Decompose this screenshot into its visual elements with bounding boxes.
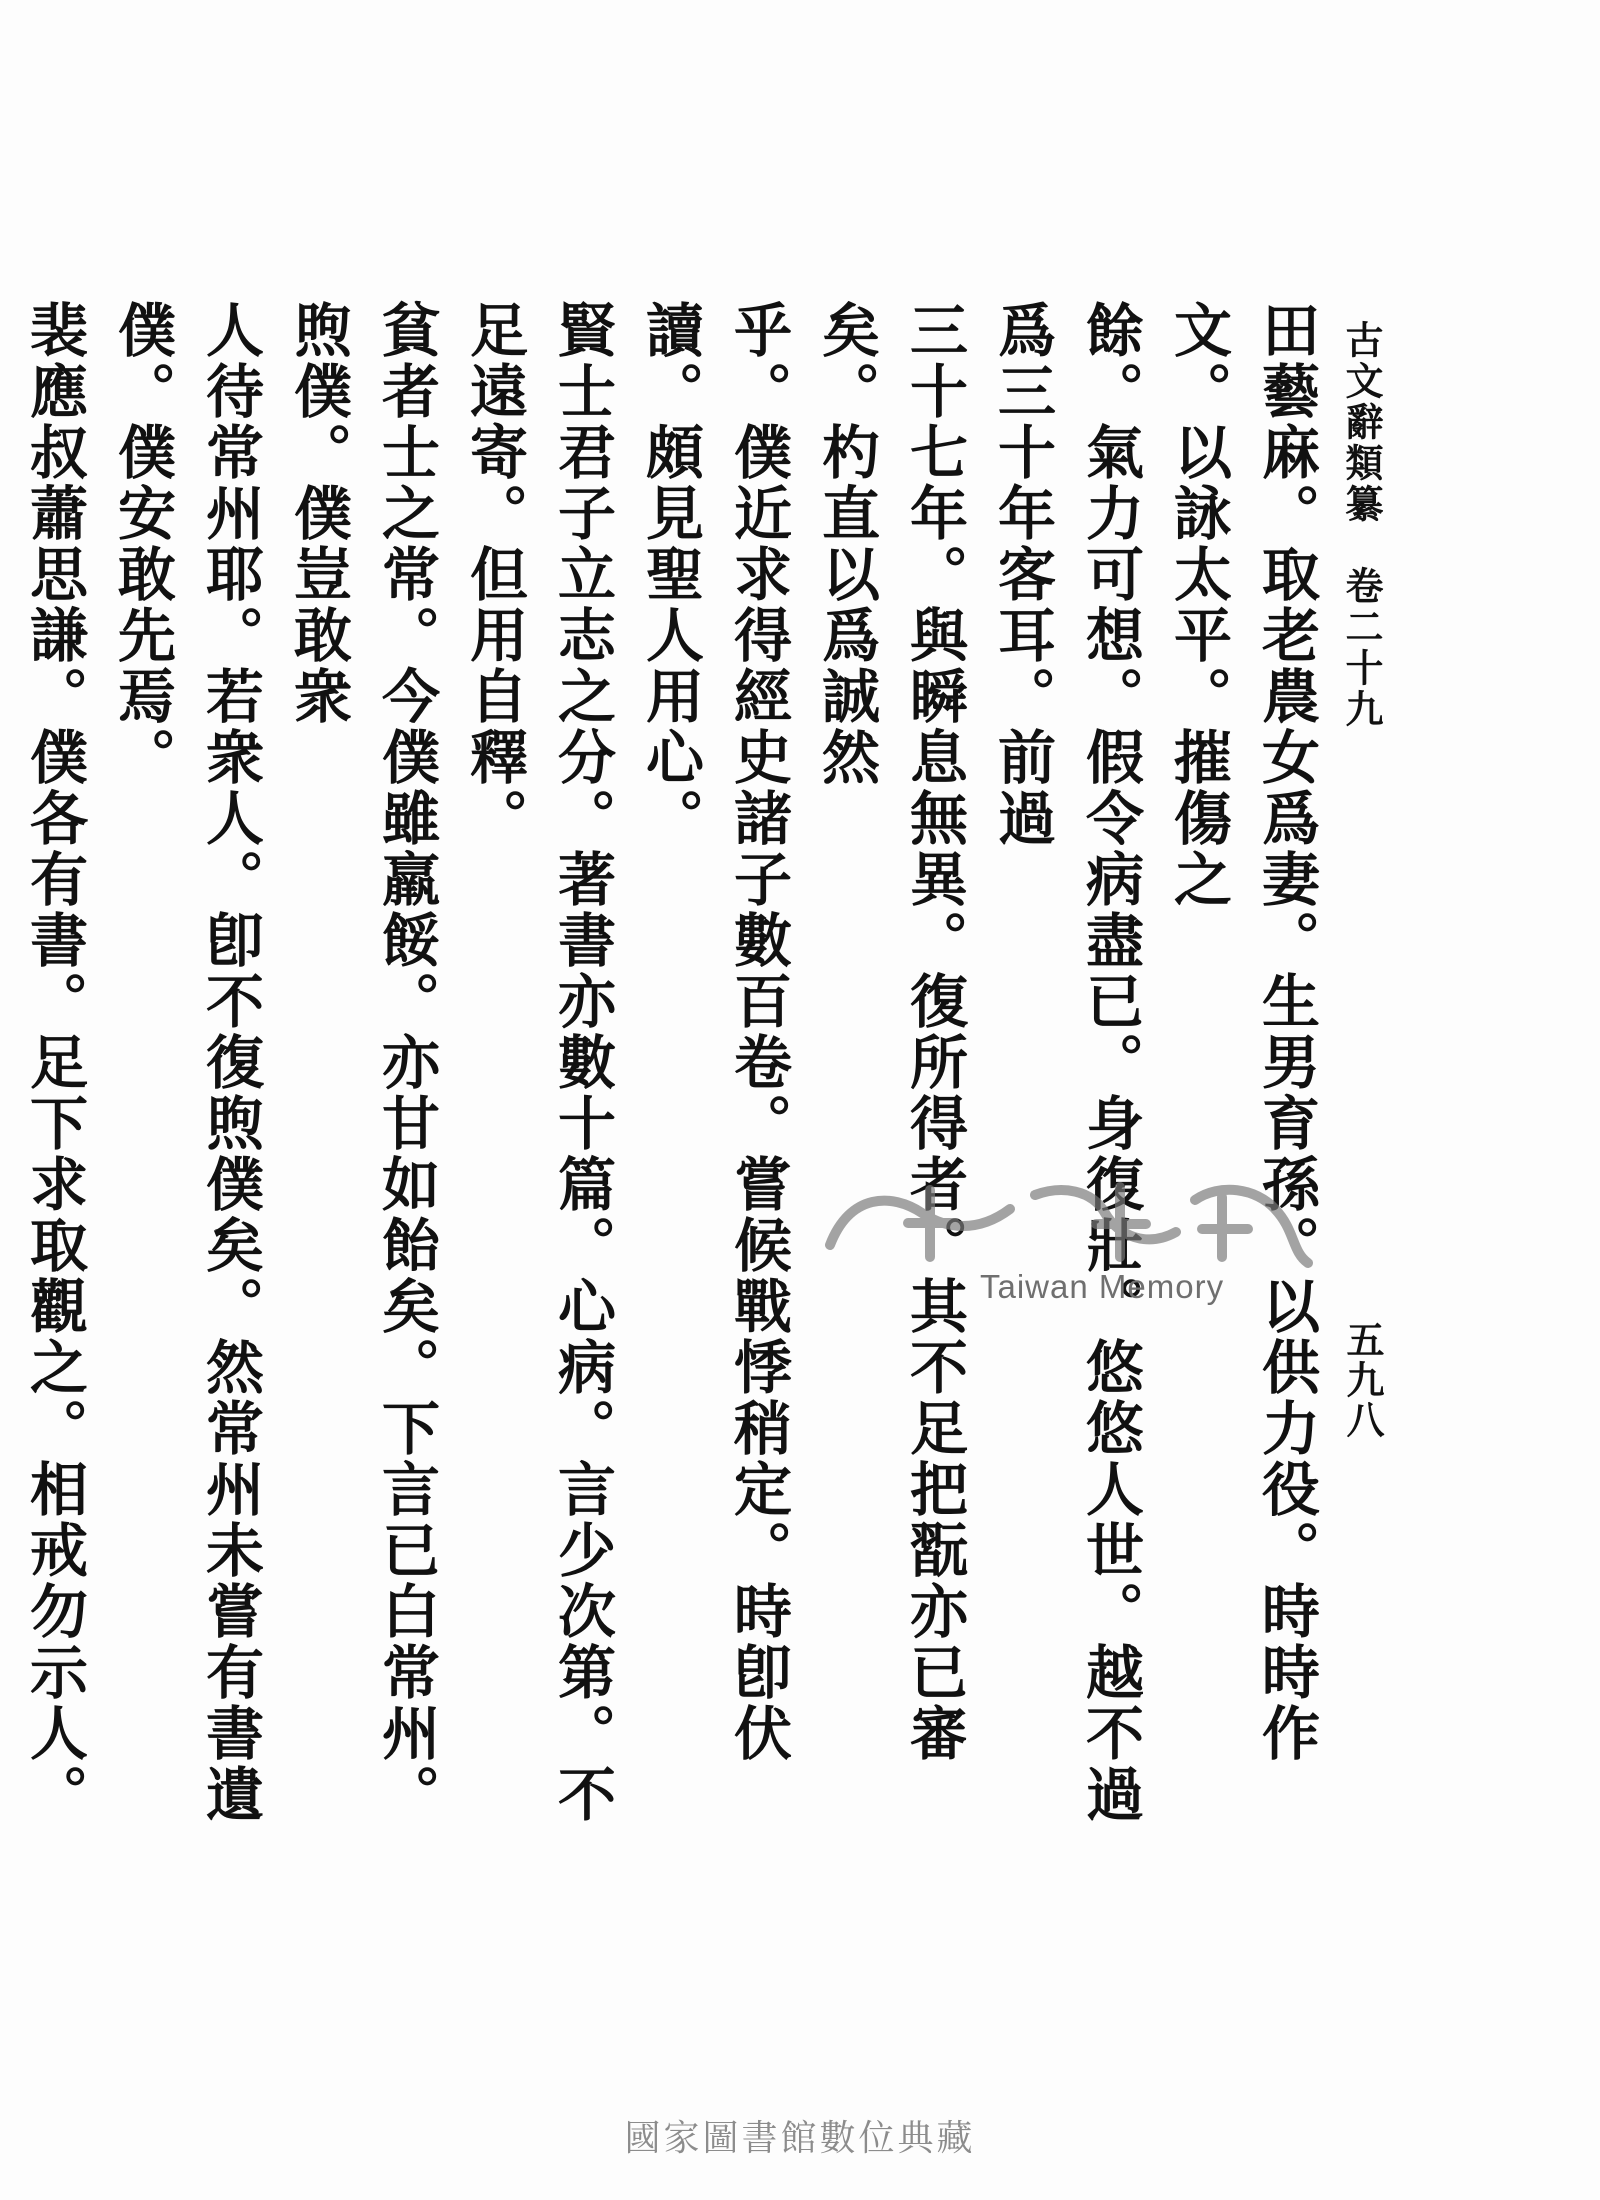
page-number: 五九八 — [1340, 1320, 1385, 1440]
watermark-text: Taiwan Memory — [980, 1268, 1225, 1305]
main-text — [0, 300, 1330, 1840]
main-column: 人待常州耶。若衆人。卽不復煦僕矣。然常州未嘗有書遺僕。僕安敢先焉。 — [108, 300, 264, 1825]
main-column: 三十七年。與瞬息無異。復所得者。其不足把翫亦已審矣。杓直以爲誠然 — [812, 300, 968, 1764]
main-column: 餘。氣力可想。假令病盡已。身復壯。悠悠人世。越不過爲三十年客耳。前過 — [988, 300, 1144, 1825]
main-column: 乎。僕近求得經史諸子數百卷。嘗候戰悸稍定。時卽伏讀。頗見聖人用心。 — [636, 300, 792, 1764]
text-block — [0, 300, 1330, 1840]
main-column: 裴應叔蕭思謙。僕各有書。足下求取觀之。相戒勿示人。 — [20, 300, 88, 1825]
book-title: 古文辭類纂 卷二十九 — [1339, 320, 1384, 730]
main-column: 田藝麻。取老農女爲妻。生男育孫。以供力役。時時作文。以詠太平。摧傷之 — [1164, 300, 1320, 1764]
footer-text: 國家圖書館數位典藏 — [624, 2118, 976, 2159]
main-column: 賢士君子立志之分。著書亦數十篇。心病。言少次第。不足遠寄。但用自釋。 — [460, 300, 616, 1825]
main-column: 貧者士之常。今僕雖羸餒。亦甘如飴矣。下言已白常州。煦僕。僕豈敢衆 — [284, 300, 440, 1825]
